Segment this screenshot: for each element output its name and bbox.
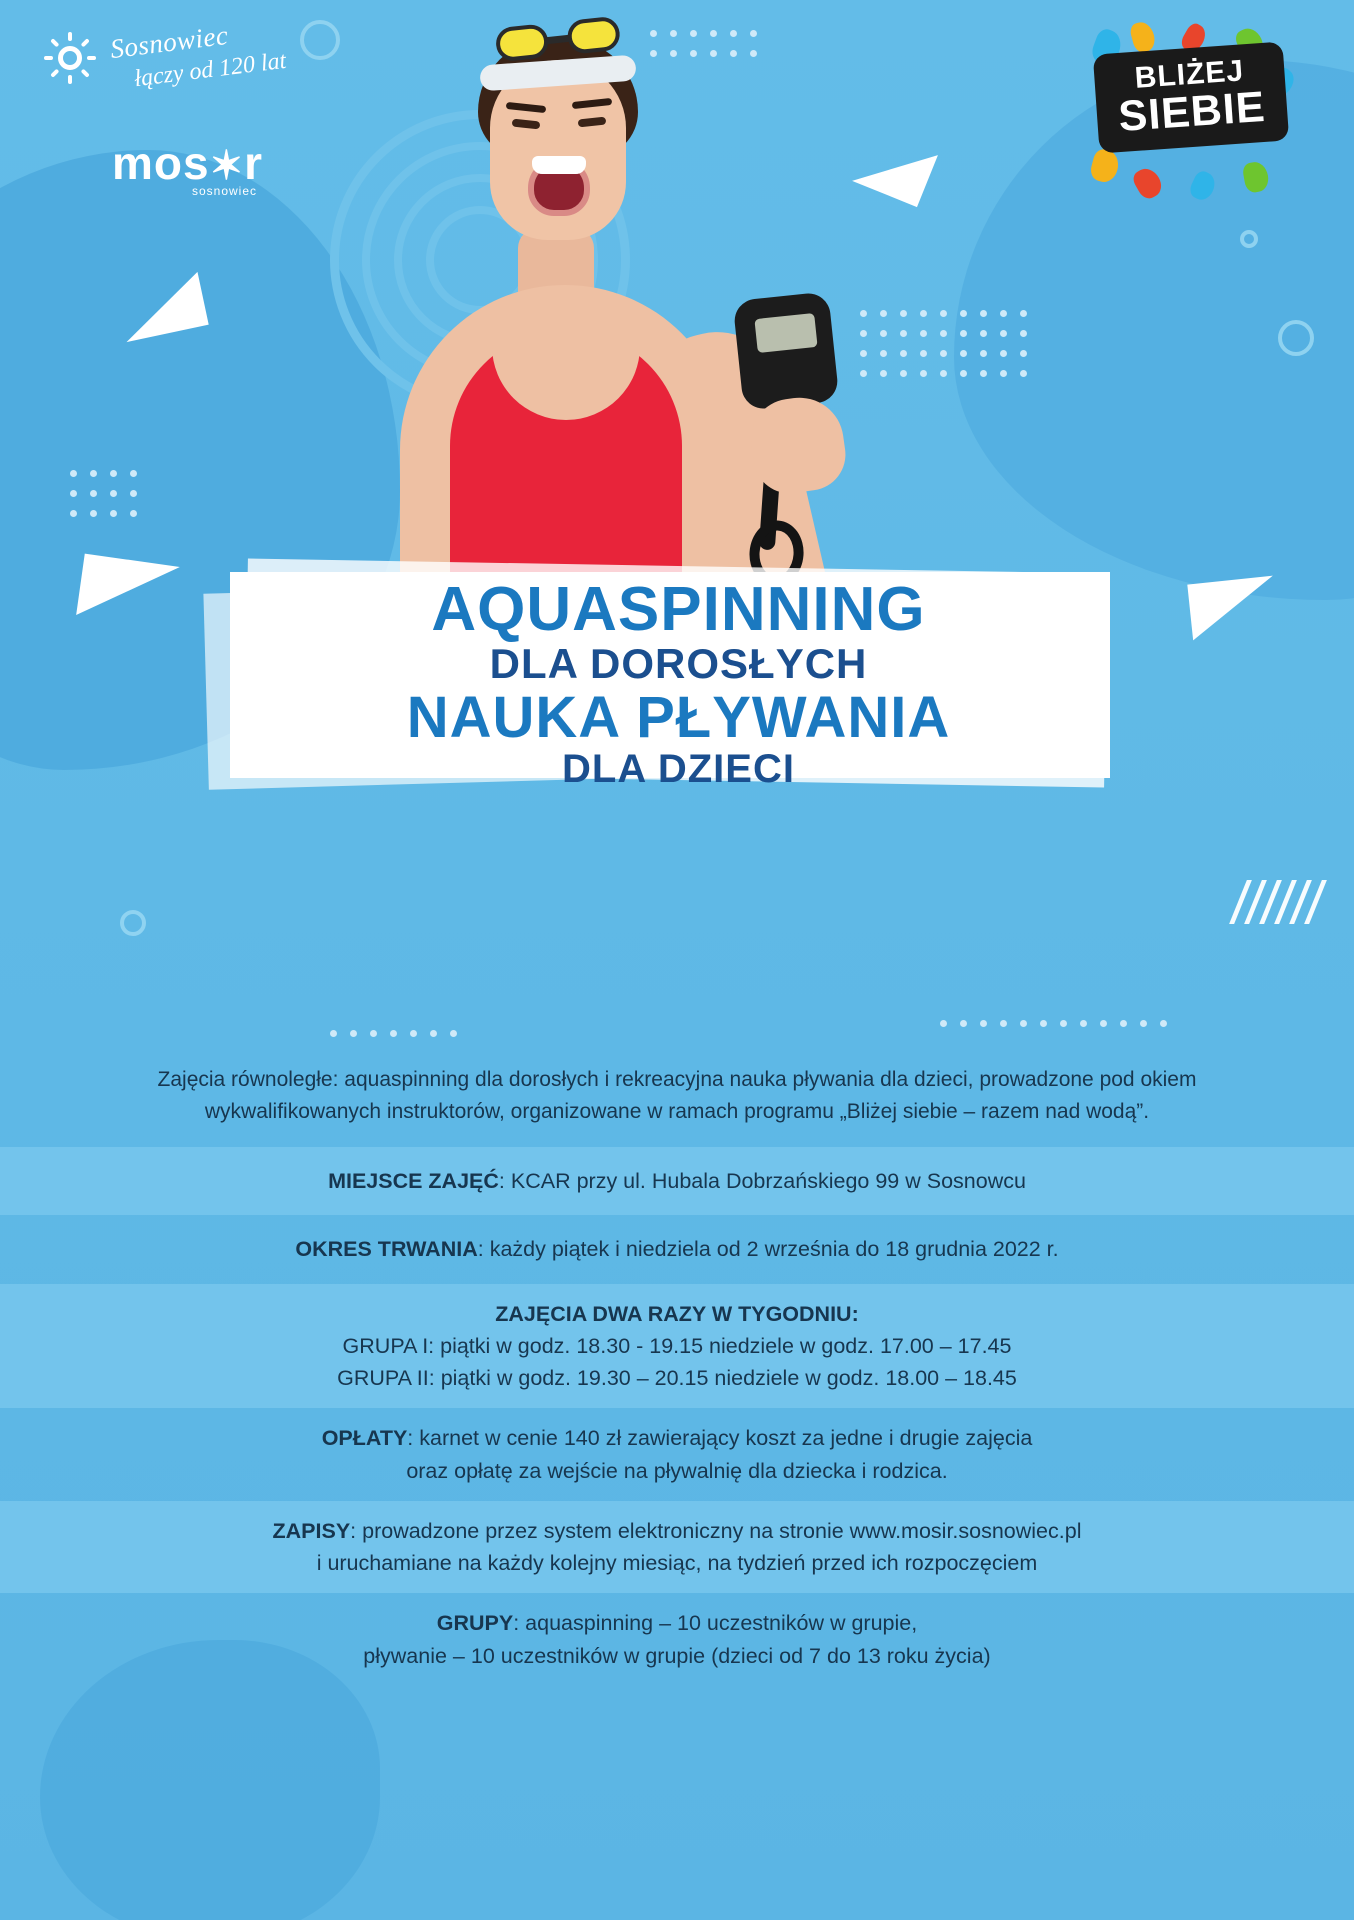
confetti-icon-2 bbox=[1128, 20, 1157, 55]
mosir-subtitle: sosnowiec bbox=[191, 184, 258, 198]
schedule-section bbox=[0, 1284, 1354, 1409]
teeth bbox=[532, 156, 586, 174]
hero-photo bbox=[300, 0, 1000, 640]
confetti-icon-7 bbox=[1130, 164, 1166, 202]
signup-label: ZAPISY bbox=[272, 1518, 351, 1543]
program-logo-line2: SIEBIE bbox=[1117, 82, 1268, 142]
groups-section bbox=[0, 1593, 1354, 1686]
fees-label: OPŁATY bbox=[321, 1426, 408, 1451]
intro-line-2: wykwalifikowanych instruktorów, organizowane w ramach programu „Bliżej siebie – razem nad wodą”. bbox=[204, 1099, 1150, 1123]
star-icon: ✶ bbox=[209, 144, 245, 188]
information-sections bbox=[0, 1048, 1354, 1686]
fees-section bbox=[0, 1408, 1354, 1501]
groups-label: GRUPY bbox=[436, 1611, 514, 1636]
period-label: OKRES TRWANIA bbox=[295, 1237, 478, 1262]
city-logo bbox=[44, 19, 288, 93]
stopwatch-display bbox=[754, 313, 817, 353]
title-block bbox=[206, 556, 1151, 806]
city-name: Sosnowiec bbox=[108, 19, 230, 65]
swimmer-illustration bbox=[300, 0, 1000, 640]
title-line-4: DLA DZIECI bbox=[562, 747, 795, 792]
decorative-circle-tiny-right bbox=[1240, 230, 1258, 248]
schedule-group-2: GRUPA II: piątki w godz. 19.30 – 20.15 niedziele w godz. 18.00 – 18.45 bbox=[337, 1366, 1017, 1390]
title-line-1: AQUASPINNING bbox=[431, 575, 926, 644]
confetti-icon-9 bbox=[1242, 160, 1271, 194]
mosir-word-end: r bbox=[244, 137, 264, 189]
decorative-circle-small-left bbox=[120, 910, 146, 936]
title-line-2: DLA DOROSŁYCH bbox=[489, 640, 868, 688]
decorative-triangle-2 bbox=[76, 554, 180, 629]
intro-paragraph bbox=[0, 1048, 1354, 1147]
schedule-group-1: GRUPA I: piątki w godz. 18.30 - 19.15 niedziele w godz. 17.00 – 17.45 bbox=[342, 1333, 1012, 1358]
decorative-dots-3 bbox=[70, 470, 137, 517]
period-section bbox=[0, 1215, 1354, 1283]
intro-line-1: Zajęcia równoległe: aquaspinning dla dorosłych i rekreacyjna nauka pływania dla dzieci, prowadzone pod okiem bbox=[157, 1068, 1197, 1091]
decorative-triangle-4 bbox=[1187, 576, 1278, 641]
place-label: MIEJSCE ZAJĘĆ bbox=[328, 1169, 499, 1193]
decorative-dots-6 bbox=[330, 1030, 457, 1037]
schedule-heading: ZAJĘCIA DWA RAZY W TYGODNIU: bbox=[495, 1301, 859, 1326]
mosir-word-start: mos bbox=[112, 137, 210, 189]
confetti-icon-8 bbox=[1187, 169, 1219, 204]
program-logo-line1: BLIŻEJ bbox=[1133, 54, 1246, 95]
city-tagline: łączy od 120 lat bbox=[132, 48, 288, 93]
groups-line-2: pływanie – 10 uczestników w grupie (dzieci od 7 do 13 roku życia) bbox=[363, 1643, 991, 1668]
period-value: : każdy piątek i niedziela od 2 września do 18 grudnia 2022 r. bbox=[477, 1237, 1059, 1262]
stopwatch-icon bbox=[733, 291, 840, 410]
confetti-icon-6 bbox=[1088, 147, 1121, 185]
title-line-3: NAUKA PŁYWANIA bbox=[406, 685, 951, 751]
signup-section bbox=[0, 1501, 1354, 1594]
sun-icon bbox=[44, 32, 96, 84]
groups-value: : aquaspinning – 10 uczestników w grupie, bbox=[513, 1611, 918, 1636]
fees-line-2: oraz opłatę za wejście na pływalnię dla dziecka i rodzica. bbox=[406, 1458, 948, 1483]
mosir-logo bbox=[112, 137, 264, 198]
program-logo bbox=[1088, 22, 1298, 207]
decorative-slashes bbox=[1238, 880, 1318, 924]
fees-value: : karnet w cenie 140 zł zawierający koszt za jedne i drugie zajęcia bbox=[407, 1426, 1033, 1451]
signup-line-2: i uruchamiane na każdy kolejny miesiąc, na tydzień przed ich rozpoczęciem bbox=[316, 1551, 1038, 1575]
decorative-circle-small-right bbox=[1278, 320, 1314, 356]
place-value: : KCAR przy ul. Hubala Dobrzańskiego 99 w Sosnowcu bbox=[498, 1169, 1026, 1193]
place-section bbox=[0, 1147, 1354, 1215]
decorative-dots-5 bbox=[940, 1020, 1167, 1027]
poster-title bbox=[206, 575, 1151, 792]
signup-value: : prowadzone przez system elektroniczny na stronie www.mosir.sosnowiec.pl bbox=[350, 1518, 1082, 1543]
